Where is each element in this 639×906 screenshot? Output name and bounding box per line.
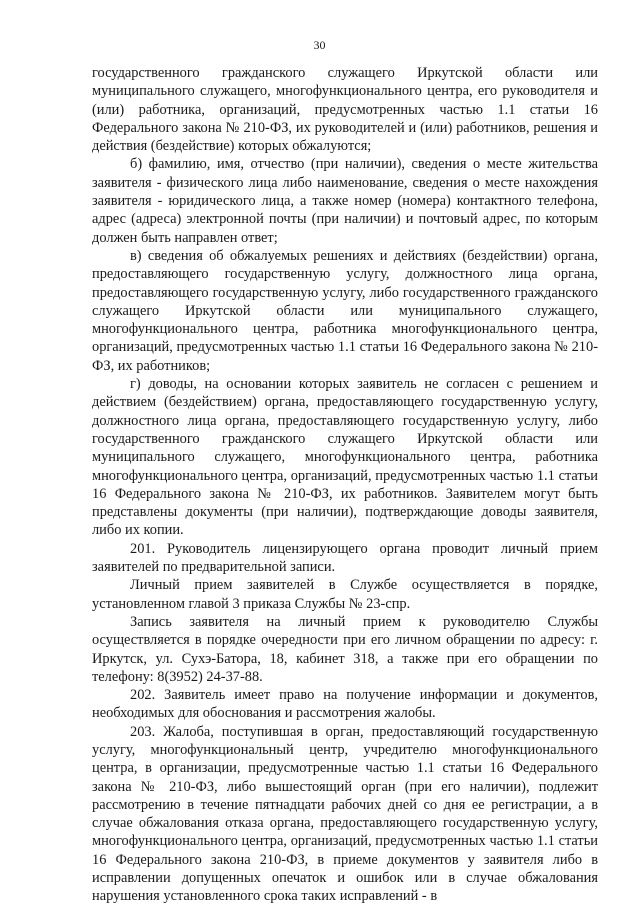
- document-body: [92, 64, 598, 906]
- page-number: 30: [313, 38, 326, 52]
- paragraph-complaint-subjects: государственного гражданского служащего Иркутской области или муниципального служащего, многофункционального центра, его руководителя и (или) работника, организаций, предусмотренных частью 1.1 статьи 16 Федерального закона № 210-ФЗ, их руководителей и (или) работников, решения и действия (бездействие) которых обжалуются;: [92, 65, 598, 155]
- paragraph-appointment-address: Запись заявителя на личный прием к руководителю Службы осуществляется в порядке очередности при его личном обращении по адресу: г. Иркутск, ул. Сухэ-Батора, 18, кабинет 318, а также при его обращении по телефону: 8(3952) 24-37-88.: [92, 613, 598, 685]
- paragraph-201: 201. Руководитель лицензирующего органа проводит личный прием заявителей по предварительной записи.: [92, 540, 598, 576]
- paragraph-202: 202. Заявитель имеет право на получение информации и документов, необходимых для обоснования и рассмотрения жалобы.: [92, 687, 598, 722]
- paragraph-203: 203. Жалоба, поступившая в орган, предоставляющий государственную услугу, многофункциональный центр, учредителю многофункционального центра, в организации, предусмотренные частью 1.1 статьи 16 Федерального закона № 210-ФЗ, либо вышестоящий орган (при его наличии), подлежит рассмотрению в течение пятнадцати рабочих дней со дня ее регистрации, а в случае обжалования отказа органа, предоставляющего государственную услугу, многофункционального центра, организаций, предусмотренных частью 1.1 статьи 16 Федерального закона 210-ФЗ, в приеме документов у заявителя либо в исправлении допущенных опечаток и ошибок или в случае обжалования нарушения установленного срока таких исправлений - в: [92, 723, 598, 905]
- paragraph-item-b: б) фамилию, имя, отчество (при наличии), сведения о месте жительства заявителя - физического лица либо наименование, сведения о месте нахождения заявителя - юридического лица, а также номер (номера) контактного телефона, адрес (адреса) электронной почты (при наличии) и почтовый адрес, по которым должен быть направлен ответ;: [92, 156, 598, 246]
- paragraph-personal-reception: Личный прием заявителей в Службе осуществляется в порядке, установленном главой 3 приказа Службы № 23-спр.: [92, 577, 598, 612]
- paragraph-item-g: г) доводы, на основании которых заявитель не согласен с решением и действием (бездействием) органа, предоставляющего государственную услугу, должностного лица органа, предоставляющего государственную услугу, либо государственного гражданского служащего Иркутской области или муниципального служащего, многофункционального центра, работника многофункционального центра, организаций, предусмотренных частью 1.1 статьи 16 Федерального закона № 210-ФЗ, их работников. Заявителем могут быть представлены документы (при наличии), подтверждающие доводы заявителя, либо их копии.: [92, 376, 598, 539]
- paragraph-item-v: в) сведения об обжалуемых решениях и действиях (бездействии) органа, предоставляющего государственную услугу, должностного лица органа, предоставляющего государственную услугу, либо государственного гражданского служащего Иркутской области или муниципального служащего, многофункционального центра, работника многофункционального центра, организаций, предусмотренных частью 1.1 статьи 16 Федерального закона № 210-ФЗ, их работников;: [92, 247, 598, 374]
